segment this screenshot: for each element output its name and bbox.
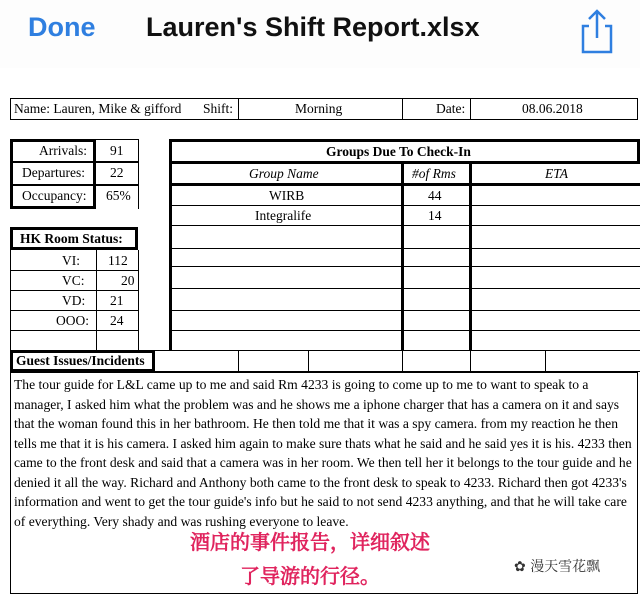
share-icon[interactable] — [580, 8, 614, 54]
groups-title: Groups Due To Check-In — [326, 144, 471, 159]
group-name-cell: Integralife — [255, 208, 312, 223]
occupancy-value: 65% — [106, 188, 131, 203]
group-name-header: Group Name — [249, 166, 319, 181]
incident-report-text: The tour guide for L&L came up to me and said Rm 4233 is going to come up to me to want to speak to a manager, I asked him what the problem was and he shows me a iphone charger that has a camera on it and says that the woman found this in her bathroom. He then told me that it was a spy camera. from my reaction he then tells me that it is his camera. I asked him again to make sure thats what he said and he said yes it is his. 4233 then came to the front desk and said that a camera was in her room. We then tell her it belongs to the tour guide and he denied it all the way. Richard and Anthony both came to the front desk to speak to 4233. Richard then got 4233's information and went to get the tour guide's info but he said to not send 4233 anything, and that he will take care of everything. Very shady and was rushing everyone to leave. — [14, 377, 632, 529]
arrivals-value: 91 — [110, 143, 124, 158]
issues-title: Guest Issues/Incidents — [16, 353, 145, 368]
departures-value: 22 — [110, 165, 124, 180]
date-value: 08.06.2018 — [522, 101, 583, 116]
caption-line-1: 酒店的事件报告，详细叙述 — [190, 530, 430, 554]
hk-value: 20 — [121, 273, 135, 288]
hk-value: 21 — [110, 293, 124, 308]
shift-value: Morning — [295, 101, 343, 116]
navigation-bar — [0, 0, 640, 69]
departures-label: Departures: — [22, 165, 85, 180]
arrivals-label: Arrivals: — [39, 143, 87, 158]
hk-label: OOO: — [56, 313, 89, 328]
done-button[interactable]: Done — [28, 12, 96, 42]
wechat-icon: ✿ — [514, 559, 531, 575]
hk-value: 24 — [110, 313, 124, 328]
group-name-cell: WIRB — [269, 188, 305, 203]
group-rooms-cell: 14 — [428, 208, 442, 223]
eta-header: ETA — [545, 166, 568, 181]
rooms-header: #of Rms — [412, 166, 456, 181]
watermark — [514, 556, 600, 576]
hk-label: VD: — [62, 293, 86, 308]
shift-label: Shift: — [203, 101, 234, 116]
document-title: Lauren's Shift Report.xlsx — [146, 12, 480, 42]
caption-line-2: 了导游的行径。 — [240, 564, 380, 588]
date-label: Date: — [436, 101, 466, 116]
group-rooms-cell: 44 — [428, 188, 442, 203]
occupancy-label: Occupancy: — [22, 188, 87, 203]
name-field: Name: Lauren, Mike & gifford — [14, 101, 182, 116]
watermark-text: 漫天雪花飘 — [530, 559, 601, 575]
hk-label: VI: — [62, 253, 80, 268]
hk-value: 112 — [108, 253, 128, 268]
hk-title: HK Room Status: — [20, 231, 123, 246]
hk-label: VC: — [62, 273, 85, 288]
